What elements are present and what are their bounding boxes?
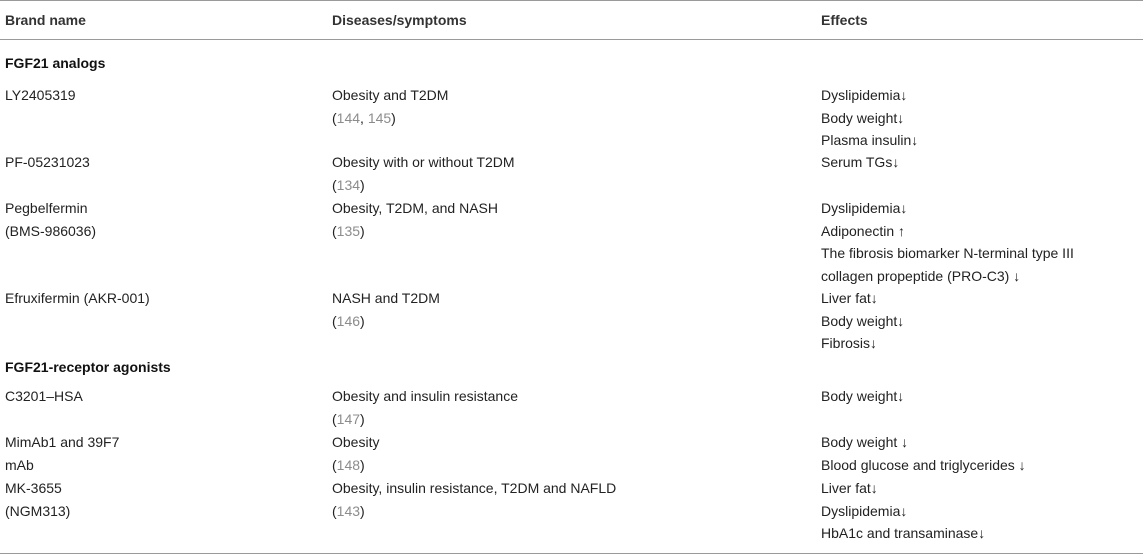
reference-link[interactable]: 147 bbox=[336, 410, 361, 427]
brand-name-cell bbox=[5, 477, 325, 522]
effect-line: collagen propeptide (PRO-C3) ↓ bbox=[821, 267, 1021, 284]
reference-link[interactable]: 145 bbox=[367, 109, 392, 126]
top-rule bbox=[0, 0, 1143, 1]
brand-name-cell bbox=[5, 151, 325, 174]
reference-separator: , bbox=[360, 109, 368, 126]
disease-text: Obesity, T2DM, and NASH bbox=[332, 200, 498, 216]
reference-link[interactable]: 134 bbox=[336, 176, 361, 193]
header-diseases-symptoms: Diseases/symptoms bbox=[332, 12, 467, 28]
header-effects: Effects bbox=[821, 12, 868, 28]
reference-line: (147) bbox=[332, 410, 365, 427]
disease-text: Obesity, insulin resistance, T2DM and NAFLD bbox=[332, 480, 617, 496]
reference-link[interactable]: 135 bbox=[336, 222, 361, 239]
effects-cell bbox=[821, 151, 1139, 174]
header-brand-name: Brand name bbox=[5, 12, 86, 28]
effect-line: Liver fat↓ bbox=[821, 290, 878, 306]
reference-link[interactable]: 148 bbox=[336, 456, 361, 473]
effect-line: Adiponectin ↑ bbox=[821, 222, 906, 239]
effect-line: Body weight ↓ bbox=[821, 434, 909, 450]
disease-cell bbox=[332, 197, 812, 242]
effect-line: Body weight↓ bbox=[821, 109, 905, 126]
section-title: FGF21 analogs bbox=[5, 55, 106, 71]
effect-line: HbA1c and transaminase↓ bbox=[821, 525, 986, 541]
effects-cell bbox=[821, 477, 1139, 545]
effect-line: Liver fat↓ bbox=[821, 480, 878, 496]
effect-line: Serum TGs↓ bbox=[821, 154, 900, 170]
brand-name-line: MimAb1 and 39F7 bbox=[5, 434, 120, 450]
effect-line: Dyslipidemia↓ bbox=[821, 200, 908, 216]
bottom-rule bbox=[0, 553, 1143, 554]
reference-line: (143) bbox=[332, 502, 365, 519]
brand-name-line: MK-3655 bbox=[5, 480, 62, 496]
effect-line: Dyslipidemia↓ bbox=[821, 502, 908, 519]
reference-line: (134) bbox=[332, 176, 365, 193]
disease-cell bbox=[332, 287, 812, 332]
disease-text: Obesity and insulin resistance bbox=[332, 388, 518, 404]
reference-line: (148) bbox=[332, 456, 365, 473]
section-title: FGF21-receptor agonists bbox=[5, 359, 171, 375]
brand-name-cell bbox=[5, 385, 325, 408]
brand-name-line: Pegbelfermin bbox=[5, 200, 88, 216]
reference-line: (135) bbox=[332, 222, 365, 239]
reference-line: (146) bbox=[332, 312, 365, 329]
disease-text: NASH and T2DM bbox=[332, 290, 440, 306]
effects-cell bbox=[821, 431, 1139, 476]
brand-name-cell bbox=[5, 197, 325, 242]
disease-text: Obesity bbox=[332, 434, 380, 450]
effect-line: Plasma insulin↓ bbox=[821, 132, 919, 148]
effect-line: Fibrosis↓ bbox=[821, 335, 878, 351]
effects-cell bbox=[821, 287, 1139, 355]
effect-line: The fibrosis biomarker N-terminal type III bbox=[821, 245, 1074, 261]
effect-line: Body weight↓ bbox=[821, 312, 905, 329]
disease-text: Obesity with or without T2DM bbox=[332, 154, 515, 170]
brand-name-line: C3201–HSA bbox=[5, 388, 83, 404]
disease-cell bbox=[332, 431, 812, 476]
disease-cell bbox=[332, 84, 812, 129]
reference-link[interactable]: 146 bbox=[336, 312, 361, 329]
disease-text: Obesity and T2DM bbox=[332, 87, 449, 103]
brand-name-cell bbox=[5, 287, 325, 310]
effects-cell bbox=[821, 385, 1139, 408]
brand-name-line: PF-05231023 bbox=[5, 154, 90, 170]
brand-name-line: LY2405319 bbox=[5, 87, 76, 103]
brand-name-cell bbox=[5, 84, 325, 107]
disease-cell bbox=[332, 151, 812, 196]
brand-name-line: Efruxifermin (AKR-001) bbox=[5, 290, 150, 306]
header-rule bbox=[0, 39, 1143, 40]
disease-cell bbox=[332, 385, 812, 430]
brand-name-line: (BMS-986036) bbox=[5, 222, 97, 239]
effects-cell bbox=[821, 84, 1139, 152]
brand-name-line: (NGM313) bbox=[5, 502, 71, 519]
effect-line: Dyslipidemia↓ bbox=[821, 87, 908, 103]
effects-cell bbox=[821, 197, 1139, 287]
effect-line: Body weight↓ bbox=[821, 388, 905, 404]
brand-name-line: mAb bbox=[5, 456, 34, 473]
reference-link[interactable]: 144 bbox=[336, 109, 361, 126]
disease-cell bbox=[332, 477, 812, 522]
reference-line: (144, 145) bbox=[332, 109, 396, 126]
reference-link[interactable]: 143 bbox=[336, 502, 361, 519]
brand-name-cell bbox=[5, 431, 325, 476]
effect-line: Blood glucose and triglycerides ↓ bbox=[821, 456, 1026, 473]
